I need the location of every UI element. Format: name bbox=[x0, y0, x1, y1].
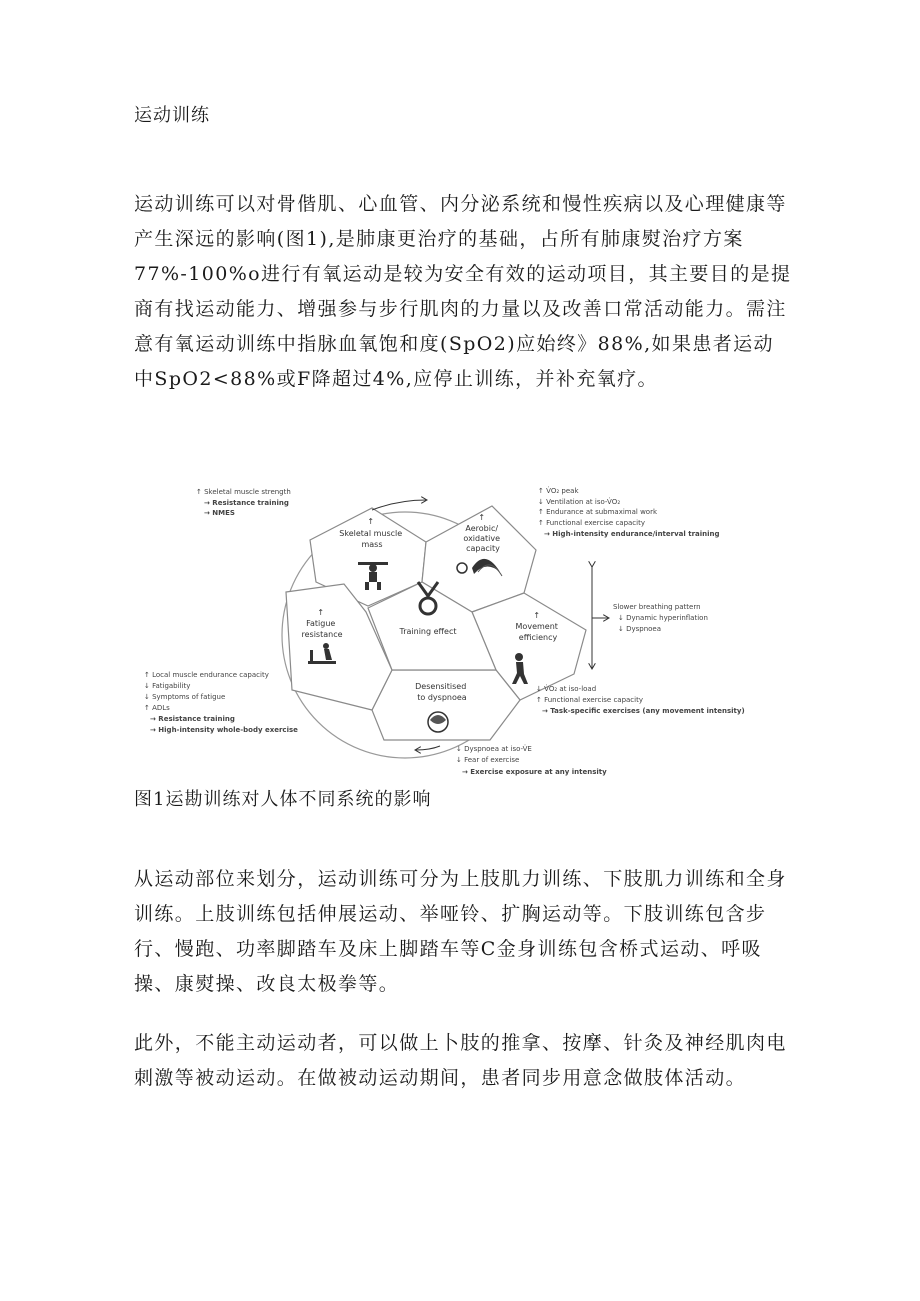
figure-caption: 图1运勘训练对人体不同系统的影响 bbox=[134, 789, 432, 810]
dyspnoea-label: Desensitised to dyspnoea bbox=[415, 682, 467, 702]
annotation-top-right: ↑ V̇O₂ peak ↓ Ventilation at iso-V̇O₂ ↑ Endurance at submaximal work ↑ Functional exercise capacity → High-intensity endurance/interval training bbox=[538, 487, 720, 538]
training-effect-figure bbox=[140, 478, 790, 783]
paragraph-training-types: 从运动部位来划分，运动训练可分为上肢肌力训练、下肢肌力训练和全身训练。上肢训练包括伸展运动、举哑铃、扩胸运动等。下肢训练包含步行、慢跑、功率脚踏车及床上脚踏车等C金身训练包含桥式运动、呼吸操、康熨操、改良太极拳等。 bbox=[134, 868, 787, 995]
skeletal-label: ↑ Skeletal muscle mass bbox=[339, 517, 403, 549]
movement-label: ↑ Movement efficiency bbox=[515, 611, 558, 642]
annotation-right: Slower breathing pattern ↓ Dynamic hyperinflation ↓ Dyspnoea bbox=[613, 603, 708, 633]
section-title: 运动训练 bbox=[134, 105, 210, 126]
center-label: Training effect bbox=[399, 627, 457, 636]
dyspnoea-segment bbox=[372, 670, 520, 740]
fatigue-label: ↑ Fatigue resistance bbox=[301, 608, 343, 639]
annotation-top-left: ↑ Skeletal muscle strength → Resistance training → NMES bbox=[196, 488, 291, 517]
paragraph-passive-exercise: 此外，不能主动运动者，可以做上卜肢的推拿、按摩、针灸及神经肌肉电刺激等被动运动。在做被动运动期间，患者同步用意念做肢体活动。 bbox=[134, 1032, 787, 1089]
annotation-bottom-right: ↓ V̇O₂ at iso-load ↑ Functional exercise capacity → Task-specific exercises (any movement intensity) bbox=[536, 685, 745, 715]
cycle-arrow-bottom bbox=[416, 746, 440, 750]
aerobic-label: ↑ Aerobic/ oxidative capacity bbox=[463, 513, 501, 553]
cycle-arrow-top bbox=[372, 500, 426, 510]
annotation-bottom: ↓ Dyspnoea at iso-V̇E ↓ Fear of exercise → Exercise exposure at any intensity bbox=[456, 745, 607, 776]
paragraph-aerobic-training: 运动训练可以对骨偕肌、心血管、内分泌系统和慢性疾病以及心理健康等产生深远的影响(图1),是肺康更治疗的基础，占所有肺康熨治疗方案77%-100%o进行有氧运动是较为安全有效的运动项目，其主要目的是提商有找运动能力、增强参与步行肌肉的力量以及改善口常活动能力。需注意有氧运动训练中指脉血氧饱和度(SpO2)应始终》88%,如果患者运动中SpO2<88%或F降超过4%,应停止训练，并补充氧疗。 bbox=[134, 193, 792, 390]
annotation-left: ↑ Local muscle endurance capacity ↓ Fatigability ↓ Symptoms of fatigue ↑ ADLs → Resistance training → High-intensity whole-body exercise bbox=[144, 671, 298, 734]
